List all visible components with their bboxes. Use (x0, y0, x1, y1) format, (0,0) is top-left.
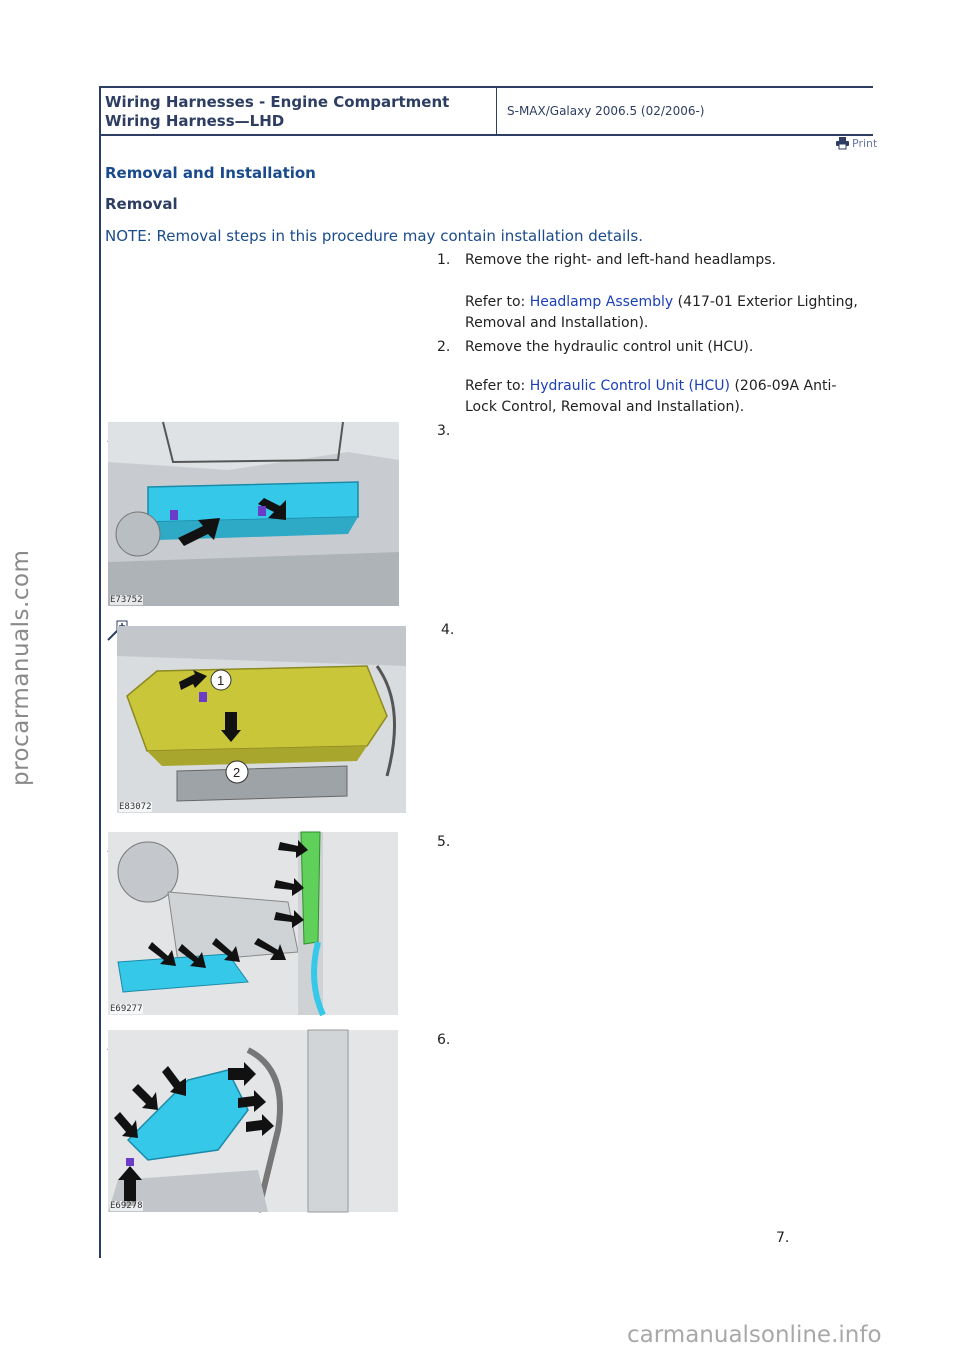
figure-e83072 (117, 626, 406, 813)
step-text: Remove the right- and left-hand headlamps. (465, 252, 776, 268)
note-text: NOTE: Removal steps in this procedure may contain installation details. (105, 227, 643, 245)
figure-code: E73752 (110, 595, 143, 605)
step-reference (465, 292, 865, 334)
step-number: 5. (437, 834, 451, 850)
left-rule (99, 86, 101, 1258)
step5-illustration (108, 832, 398, 1015)
step-text: Remove the hydraulic control unit (HCU). (465, 339, 754, 355)
callout-2: 2 (233, 765, 241, 780)
figure-code: E69277 (110, 1004, 143, 1014)
ref-prefix: Refer to: (465, 378, 530, 394)
header-divider (496, 88, 497, 134)
document-header (101, 86, 873, 136)
header-title-line2: Wiring Harness—LHD (105, 112, 285, 130)
header-title-line1: Wiring Harnesses - Engine Compartment (105, 93, 450, 111)
print-button[interactable] (836, 137, 878, 150)
callout-1: 1 (217, 673, 225, 688)
figure-e69277 (108, 832, 398, 1015)
step4-illustration (117, 626, 406, 813)
ref-suffix: (417-01 Exterior Lighting, Removal and Installation). (465, 294, 858, 331)
side-watermark: procarmanuals.com (8, 549, 34, 786)
figure-code: E69278 (110, 1201, 143, 1211)
step-number: 6. (437, 1032, 451, 1048)
hcu-link[interactable]: Hydraulic Control Unit (HCU) (529, 378, 731, 394)
step-number: 1. (437, 252, 451, 268)
headlamp-assembly-link[interactable]: Headlamp Assembly (529, 294, 674, 310)
print-label: Print (852, 137, 878, 150)
step3-illustration (108, 422, 399, 606)
step-number: 7. (776, 1230, 790, 1246)
ref-suffix: (206-09A Anti-Lock Control, Removal and Installation). (465, 378, 837, 415)
bottom-watermark: carmanualsonline.info (627, 1322, 882, 1348)
step-number: 3. (437, 423, 451, 439)
step-number: 4. (441, 622, 455, 638)
figure-e69278 (108, 1030, 398, 1212)
step6-illustration (108, 1030, 398, 1212)
section-heading: Removal (105, 195, 178, 213)
step-number: 2. (437, 339, 451, 355)
model-label: S-MAX/Galaxy 2006.5 (02/2006-) (507, 104, 705, 118)
page-title: Removal and Installation (105, 164, 316, 182)
ref-prefix: Refer to: (465, 294, 530, 310)
step-reference (465, 376, 865, 418)
figure-code: E83072 (119, 802, 152, 812)
header-title (105, 93, 449, 131)
figure-e73752 (108, 422, 399, 606)
printer-icon (836, 137, 849, 149)
